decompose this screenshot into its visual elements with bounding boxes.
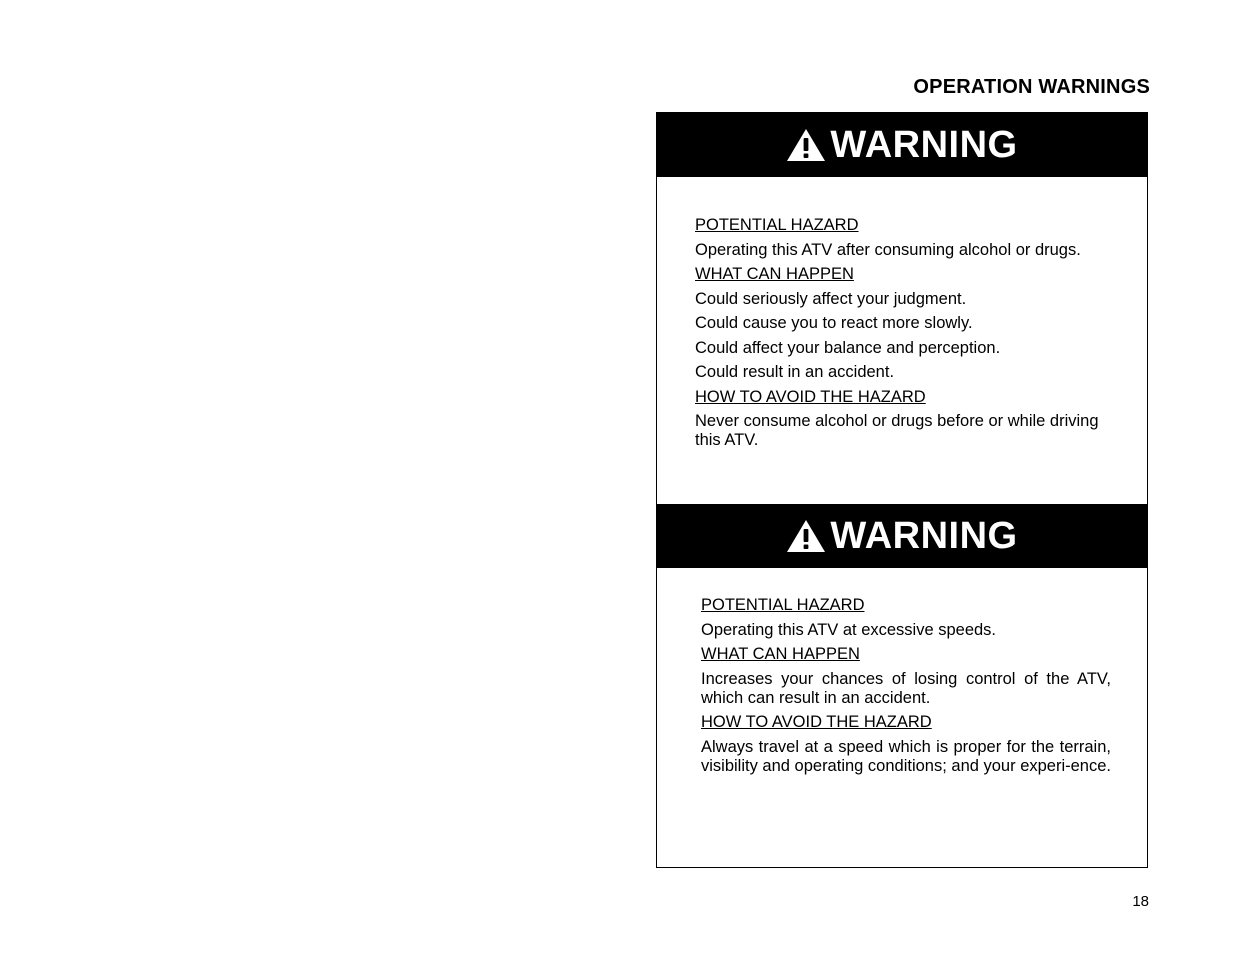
how-to-avoid-label: HOW TO AVOID THE HAZARD [701, 713, 932, 731]
warning-title-2: WARNING [830, 515, 1018, 557]
what-can-happen-line: Could seriously affect your judgment. [695, 289, 967, 308]
what-can-happen-line: Could cause you to react more slowly. [695, 314, 973, 332]
potential-hazard-label: POTENTIAL HAZARD [701, 596, 865, 614]
warning-triangle-icon [786, 128, 826, 162]
warning-triangle-icon [786, 519, 826, 553]
warning-header-2 [657, 504, 1147, 568]
how-to-avoid-text: Never consume alcohol or drugs before or while driving this ATV. [695, 412, 1099, 449]
page-number: 18 [1132, 893, 1149, 910]
warning-body-1 [695, 216, 1107, 456]
potential-hazard-text: Operating this ATV at excessive speeds. [701, 620, 997, 639]
what-can-happen-line: Could result in an accident. [695, 363, 895, 381]
how-to-avoid-text: Always travel at a speed which is proper for the terrain, visibility and operating conditions; and your experi-ence. [701, 737, 1111, 775]
what-can-happen-line: Could affect your balance and perception. [695, 338, 1001, 357]
potential-hazard-label: POTENTIAL HAZARD [695, 216, 859, 234]
what-can-happen-label: WHAT CAN HAPPEN [695, 265, 854, 283]
warnings-panel [656, 112, 1148, 868]
how-to-avoid-label: HOW TO AVOID THE HAZARD [695, 387, 926, 406]
warning-title-1: WARNING [830, 124, 1018, 166]
section-title: OPERATION WARNINGS [913, 76, 1150, 98]
warning-header-1 [657, 113, 1147, 177]
warning-body-2 [701, 596, 1111, 781]
potential-hazard-text: Operating this ATV after consuming alcohol or drugs. [695, 240, 1081, 259]
what-can-happen-label: WHAT CAN HAPPEN [701, 645, 860, 663]
what-can-happen-text: Increases your chances of losing control of the ATV, which can result in an accident. [701, 669, 1111, 707]
